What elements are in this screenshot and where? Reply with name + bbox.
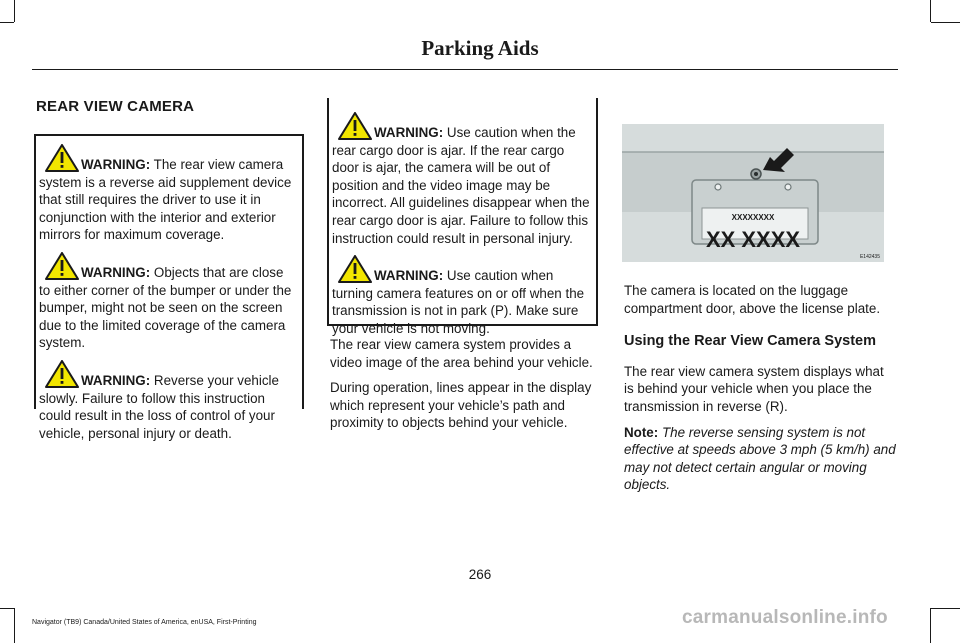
warning-triangle-icon	[338, 112, 372, 140]
warning-box-left	[34, 134, 304, 441]
figure-code: E142435	[859, 254, 880, 260]
warning-label: WARNING:	[81, 372, 151, 388]
crop-mark	[931, 22, 960, 23]
warning-item	[39, 252, 298, 352]
warning-label: WARNING:	[81, 264, 151, 280]
crop-mark	[930, 0, 931, 22]
warning-label: WARNING:	[81, 157, 151, 172]
right-column-text	[624, 282, 896, 502]
warning-text: Use caution when turning camera features on or off when the transmission is not in park (P). Make sure your vehicle is not moving.	[332, 268, 585, 336]
plate-screw	[785, 184, 791, 190]
warning-item	[39, 360, 298, 442]
plate-top-text: XXXXXXXX	[731, 213, 775, 222]
crop-mark	[930, 608, 931, 643]
warning-text: Objects that are close to either corner of the bumper or under the bumper, might not be seen on the screen due to the limited coverage of the camera system.	[39, 264, 292, 351]
warning-triangle-icon	[45, 144, 79, 172]
warning-label: WARNING:	[374, 268, 444, 284]
body-paragraph: The rear view camera system provides a video image of the area behind your vehicle.	[330, 337, 593, 370]
body-paragraph: The camera is located on the luggage compartment door, above the license plate.	[624, 283, 881, 316]
warning-item	[332, 112, 592, 247]
warning-text: Reverse your vehicle slowly. Failure to follow this instruction could result in the loss of control of your vehicle, personal injury or death.	[39, 372, 279, 441]
page-number: 266	[468, 567, 492, 582]
middle-column-text	[330, 336, 600, 440]
warning-item	[332, 255, 592, 337]
footer-text: Navigator (TB9) Canada/United States of America, enUSA, First-Printing	[32, 619, 257, 626]
note-text: The reverse sensing system is not effective at speeds above 3 mph (5 km/h) and may not detect certain angular or moving objects.	[624, 424, 896, 493]
crop-mark	[0, 608, 14, 609]
plate-screw	[715, 184, 721, 190]
body-paragraph: The rear view camera system displays what is behind your vehicle when you place the transmission in reverse (R).	[624, 363, 884, 414]
plate-number: XX XXXX	[706, 227, 801, 252]
warning-triangle-icon	[45, 360, 79, 388]
warning-text: The rear view camera system is a reverse aid supplement device that still requires the driver to use it in conjunction with the interior and exterior mirrors for maximum coverage.	[39, 157, 292, 243]
crop-mark	[14, 608, 15, 643]
camera-location-figure	[622, 124, 884, 262]
crop-mark	[0, 22, 14, 23]
section-heading: REAR VIEW CAMERA	[36, 98, 195, 115]
note-label: Note:	[624, 424, 659, 440]
page-title: Parking Aids	[421, 36, 539, 60]
warning-label: WARNING:	[374, 125, 444, 140]
crop-mark	[14, 0, 15, 22]
warning-text: Use caution when the rear cargo door is ajar. If the rear cargo door is ajar, the camera will be out of position and the video image may be incorrect. All guidelines disappear when the rear cargo door is ajar. Failure to follow this instruction could result in personal injury.	[332, 125, 590, 246]
watermark-text: carmanualsonline.info	[682, 607, 888, 628]
sub-heading: Using the Rear View Camera System	[624, 333, 876, 350]
crop-mark	[931, 608, 960, 609]
warning-item	[39, 144, 298, 244]
note	[624, 424, 896, 494]
body-paragraph: During operation, lines appear in the display which represent your vehicle’s path and proximity to objects behind your vehicle.	[330, 380, 592, 431]
header-divider	[32, 69, 898, 70]
warning-triangle-icon	[45, 252, 79, 280]
warning-triangle-icon	[338, 255, 372, 283]
left-column	[36, 98, 304, 116]
warning-box-middle	[327, 98, 598, 336]
